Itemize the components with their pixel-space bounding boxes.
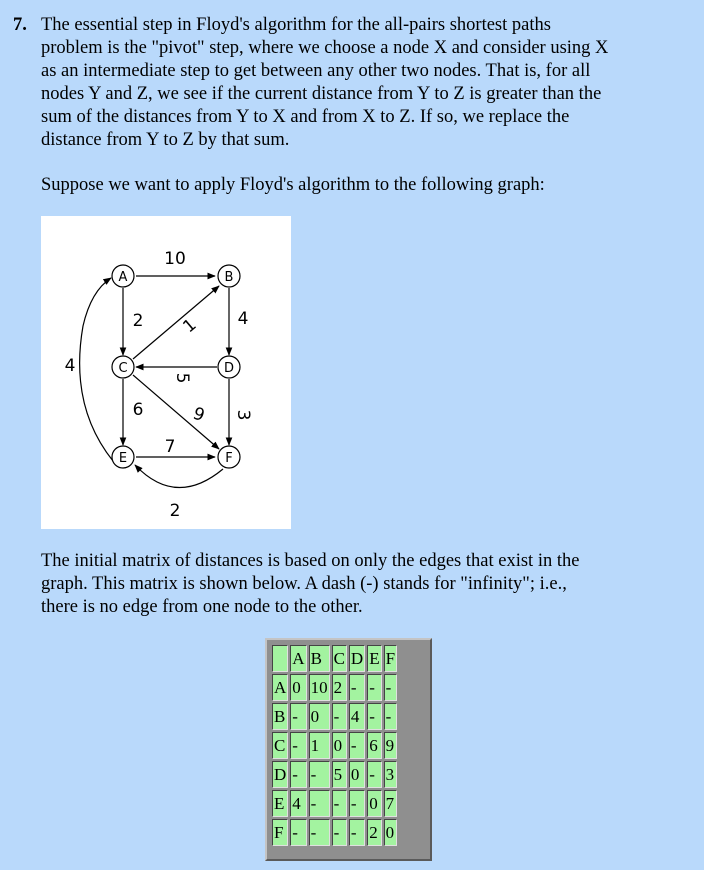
node-f <box>218 446 240 468</box>
matrix-cell: - <box>367 761 381 788</box>
node-d <box>218 356 240 378</box>
matrix-intro-line: there is no edge from one node to the other. <box>41 597 363 617</box>
matrix-cell: - <box>290 703 306 730</box>
weight-a-b: 10 <box>164 249 186 269</box>
node-label: E <box>118 451 128 466</box>
matrix-cell: 5 <box>332 761 347 788</box>
matrix-cell: 0 <box>309 703 330 730</box>
matrix-row <box>272 732 397 759</box>
matrix-row-label: C <box>272 732 288 759</box>
matrix-cell: 0 <box>290 674 306 701</box>
matrix-cell: - <box>309 761 330 788</box>
edge-f-e <box>135 465 223 488</box>
matrix-cell: 0 <box>367 790 381 817</box>
graph-figure <box>41 216 291 529</box>
matrix-cell: 2 <box>367 819 381 846</box>
node-label: F <box>225 451 233 466</box>
matrix-intro-line: graph. This matrix is shown below. A dash (-) stands for "infinity"; i.e., <box>41 574 567 594</box>
matrix-cell: 1 <box>309 732 330 759</box>
suppose-paragraph: Suppose we want to apply Floyd's algorithm to the following graph: <box>41 175 545 195</box>
intro-line: problem is the "pivot" step, where we choose a node X and consider using X <box>41 38 609 58</box>
matrix-row <box>272 761 397 788</box>
weight-c-f: 9 <box>190 403 208 427</box>
matrix-header-cell: A <box>290 645 306 672</box>
matrix-intro-line: The initial matrix of distances is based on only the edges that exist in the <box>41 551 580 571</box>
matrix-cell: 6 <box>367 732 381 759</box>
matrix-row-label: E <box>272 790 288 817</box>
matrix-row-label: B <box>272 703 288 730</box>
matrix-cell: - <box>384 703 397 730</box>
matrix-cell: - <box>367 674 381 701</box>
matrix-row <box>272 674 397 701</box>
weight-e-a: 4 <box>64 356 76 376</box>
node-a <box>112 265 134 287</box>
matrix-header-row <box>272 645 397 672</box>
matrix-header-cell: B <box>309 645 330 672</box>
matrix-cell: 3 <box>384 761 397 788</box>
weight-d-c: 5 <box>172 372 192 384</box>
matrix-cell: 7 <box>384 790 397 817</box>
intro-line: as an intermediate step to get between any other two nodes. That is, for all <box>41 61 591 81</box>
weight-d-f: 3 <box>233 409 253 421</box>
matrix-header-cell: D <box>349 645 365 672</box>
matrix-cell: 2 <box>332 674 347 701</box>
matrix-cell: - <box>332 703 347 730</box>
matrix-header-cell: E <box>367 645 381 672</box>
node-c <box>112 356 134 378</box>
intro-line: The essential step in Floyd's algorithm for the all-pairs shortest paths <box>41 15 551 35</box>
node-label: B <box>224 270 234 285</box>
matrix-row <box>272 790 397 817</box>
matrix-cell: - <box>349 674 365 701</box>
matrix-cell: - <box>349 819 365 846</box>
matrix-header-cell <box>272 645 288 672</box>
matrix-cell: 10 <box>309 674 330 701</box>
matrix-row-label: A <box>272 674 288 701</box>
weight-b-d: 4 <box>237 309 249 329</box>
matrix-cell: 9 <box>384 732 397 759</box>
weight-a-c: 2 <box>132 311 144 331</box>
edge-c-b <box>133 286 219 359</box>
node-label: A <box>118 270 128 285</box>
question-number: 7. <box>13 15 27 35</box>
matrix-row <box>272 703 397 730</box>
matrix-cell: - <box>384 674 397 701</box>
question-body <box>41 14 673 842</box>
matrix-intro-paragraph <box>41 550 661 619</box>
matrix-cell: 0 <box>384 819 397 846</box>
node-e <box>112 446 134 468</box>
matrix-cell: 0 <box>349 761 365 788</box>
matrix-cell: - <box>309 819 330 846</box>
distance-matrix <box>265 638 432 861</box>
matrix-row-label: F <box>272 819 288 846</box>
graph-diagram <box>41 216 291 529</box>
matrix-cell: 4 <box>349 703 365 730</box>
weight-c-e: 6 <box>132 400 144 420</box>
intro-line: sum of the distances from Y to X and from X to Z. If so, we replace the <box>41 107 570 127</box>
matrix-cell: - <box>332 790 347 817</box>
node-b <box>218 265 240 287</box>
weight-c-b: 1 <box>179 314 201 338</box>
matrix-cell: - <box>290 819 306 846</box>
node-label: C <box>118 361 128 376</box>
matrix-cell: - <box>349 732 365 759</box>
matrix-cell: - <box>332 819 347 846</box>
matrix-cell: 0 <box>332 732 347 759</box>
intro-paragraph <box>41 14 673 152</box>
matrix-row <box>272 819 397 846</box>
matrix-cell: - <box>290 732 306 759</box>
matrix-cell: 4 <box>290 790 306 817</box>
edge-c-f <box>133 372 219 449</box>
matrix-cell: - <box>290 761 306 788</box>
matrix-row-label: D <box>272 761 288 788</box>
matrix-header-cell: F <box>384 645 397 672</box>
node-label: D <box>223 361 235 376</box>
weight-f-e: 2 <box>169 501 181 521</box>
intro-line: distance from Y to Z by that sum. <box>41 130 290 150</box>
matrix-cell: - <box>309 790 330 817</box>
intro-line: nodes Y and Z, we see if the current distance from Y to Z is greater than the <box>41 84 602 104</box>
matrix-cell: - <box>367 703 381 730</box>
edge-e-a <box>80 278 113 461</box>
weight-e-f: 7 <box>164 437 176 457</box>
distance-matrix-table <box>270 643 399 848</box>
matrix-header-cell: C <box>332 645 347 672</box>
matrix-cell: - <box>349 790 365 817</box>
